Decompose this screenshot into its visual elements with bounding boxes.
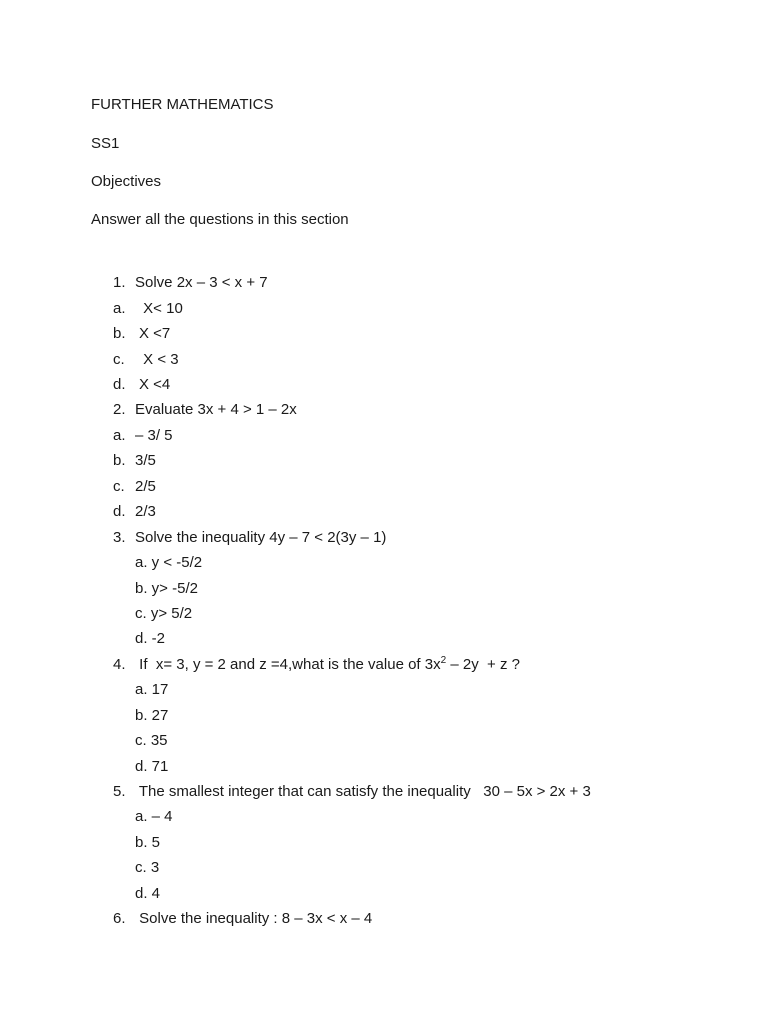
superscript: 2 bbox=[440, 655, 447, 666]
option-text: b. y> -5/2 bbox=[135, 580, 198, 597]
option-text: X< 10 bbox=[139, 300, 183, 317]
option-text: d. 71 bbox=[135, 758, 169, 775]
option-letter: a. bbox=[113, 300, 126, 317]
option-text: X <4 bbox=[139, 376, 171, 393]
option-text: d. 4 bbox=[135, 885, 161, 902]
question-number: 6. bbox=[113, 910, 126, 927]
option-text: b. 5 bbox=[135, 834, 161, 851]
option-text: 2/3 bbox=[135, 503, 156, 520]
option-text: a. y < -5/2 bbox=[135, 554, 203, 571]
option-text: 3/5 bbox=[135, 452, 156, 469]
question-number: 3. bbox=[113, 529, 126, 546]
section-label: Objectives bbox=[91, 173, 162, 190]
option-letter: d. bbox=[113, 503, 126, 520]
option-text: X <7 bbox=[139, 325, 171, 342]
question-text: Solve the inequality : 8 – 3x < x – 4 bbox=[135, 910, 373, 927]
question-text-part: – 2y + z ? bbox=[446, 656, 520, 673]
question-text: The smallest integer that can satisfy the inequality 30 – 5x > 2x + 3 bbox=[135, 783, 591, 800]
question-number: 2. bbox=[113, 401, 126, 418]
option-letter: c. bbox=[113, 351, 125, 368]
option-text: X < 3 bbox=[139, 351, 179, 368]
question-text-part: If x= 3, y = 2 and z =4,what is the value of 3x bbox=[135, 656, 441, 673]
subject-heading: FURTHER MATHEMATICS bbox=[91, 96, 274, 113]
option-text: a. 17 bbox=[135, 681, 169, 698]
option-text: a. – 4 bbox=[135, 808, 173, 825]
question-text: Solve 2x – 3 < x + 7 bbox=[135, 274, 268, 291]
option-text: c. 3 bbox=[135, 859, 160, 876]
option-letter: a. bbox=[113, 427, 126, 444]
question-number: 1. bbox=[113, 274, 126, 291]
option-text: c. 35 bbox=[135, 732, 168, 749]
class-label: SS1 bbox=[91, 135, 120, 152]
instruction-text: Answer all the questions in this section bbox=[91, 211, 349, 228]
option-text: c. y> 5/2 bbox=[135, 605, 193, 622]
option-letter: c. bbox=[113, 478, 125, 495]
question-text: Evaluate 3x + 4 > 1 – 2x bbox=[135, 401, 297, 418]
option-text: d. -2 bbox=[135, 630, 166, 647]
option-letter: b. bbox=[113, 452, 126, 469]
option-text: – 3/ 5 bbox=[135, 427, 173, 444]
question-text bbox=[135, 655, 520, 675]
question-number: 4. bbox=[113, 656, 126, 673]
option-text: 2/5 bbox=[135, 478, 156, 495]
option-letter: d. bbox=[113, 376, 126, 393]
question-number: 5. bbox=[113, 783, 126, 800]
option-text: b. 27 bbox=[135, 707, 169, 724]
question-text: Solve the inequality 4y – 7 < 2(3y – 1) bbox=[135, 529, 387, 546]
option-letter: b. bbox=[113, 325, 126, 342]
